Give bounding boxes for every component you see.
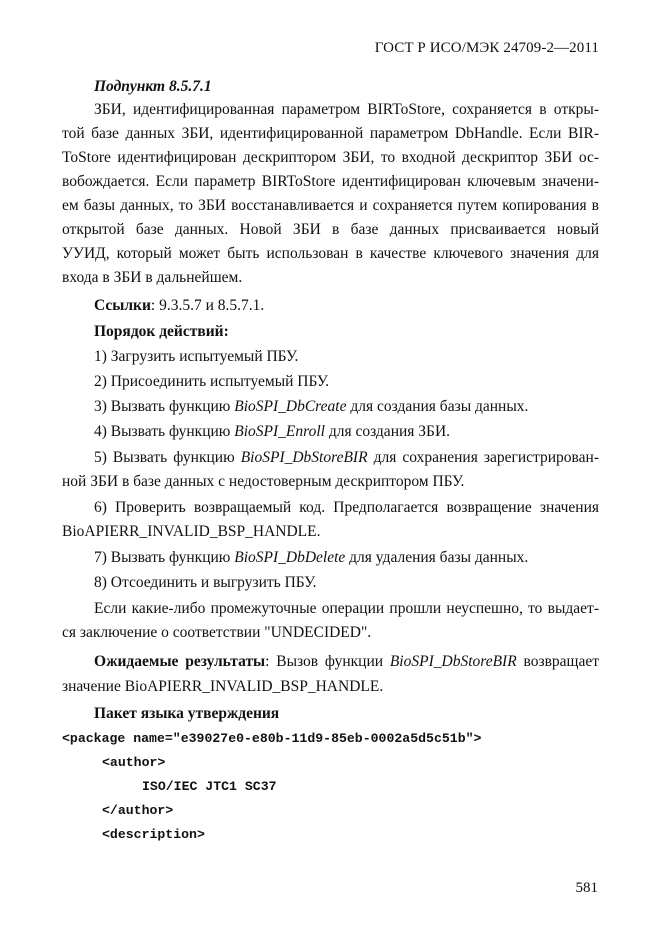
step-3: 3) Вызвать функцию BioSPI_DbCreate для создания базы данных. [94, 398, 529, 415]
references-label: Ссылки [94, 297, 151, 314]
subsection-heading [94, 75, 212, 99]
step-2: 2) Присоединить испытуемый ПБУ. [94, 373, 330, 390]
function-name: BioSPI_DbStoreBIR [389, 653, 517, 670]
fail-note-line-2: ся заключение о соответствии "UNDECIDED". [62, 624, 372, 641]
procedure-heading: Порядок действий: [94, 323, 229, 340]
function-name: BioSPI_DbDelete [234, 549, 346, 566]
document-header: ГОСТ Р ИСО/МЭК 24709-2—2011 [374, 40, 599, 56]
references: Ссылки: 9.3.5.7 и 8.5.7.1. [94, 297, 265, 314]
function-name: BioSPI_Enroll [234, 423, 325, 440]
step-5-line-2: ной ЗБИ в базе данных с недостоверным дескриптором ПБУ. [62, 473, 465, 490]
para1-line-3: ToStore идентифицирован дескриптором ЗБИ, то входной дескриптор ЗБИ ос- [62, 149, 599, 166]
expected-results-line-2: значение BioAPIERR_INVALID_BSP_HANDLE. [62, 678, 384, 695]
subsection-title: Подпункт 8.5.7.1 [94, 78, 212, 95]
function-name: BioSPI_DbStoreBIR [240, 449, 368, 466]
para1-line-7: УУИД, который может быть использован в качестве ключевого значения для [62, 245, 599, 262]
step-8: 8) Отсоединить и выгрузить ПБУ. [94, 574, 317, 591]
function-name: BioSPI_DbCreate [234, 398, 347, 415]
step-4: 4) Вызвать функцию BioSPI_Enroll для создания ЗБИ. [94, 423, 451, 440]
fail-note-line-1: Если какие-либо промежуточные операции прошли неуспешно, то выдает- [94, 600, 599, 617]
para1-line-8: входа в ЗБИ в дальнейшем. [62, 269, 243, 286]
param-dbhandle: DbHandle [454, 125, 519, 142]
para1-line-4: вобождается. Если параметр BIRToStore идентифицирован ключевым значени- [62, 173, 600, 190]
code-line-4: </author> [102, 803, 174, 818]
code-line-2: <author> [102, 755, 166, 770]
expected-results-label: Ожидаемые результаты [94, 653, 266, 670]
step-6-line-1: 6) Проверить возвращаемый код. Предполагается возвращение значения [94, 499, 599, 516]
package-heading: Пакет языка утверждения [94, 705, 280, 722]
step-7: 7) Вызвать функцию BioSPI_DbDelete для удаления базы данных. [94, 549, 529, 566]
code-line-1: <package name="e39027e0-e80b-11d9-85eb-0002a5d5c51b"> [62, 731, 482, 746]
para1-line-6: открытой базе данных. Новой ЗБИ в базе данных присваивается новый [62, 221, 599, 238]
step-5-line-1: 5) Вызвать функцию BioSPI_DbStoreBIR для сохранения зарегистрирован- [94, 449, 600, 466]
param-birtostore: BIRToStore [367, 101, 442, 118]
expected-results-line-1: Ожидаемые результаты: Вызов функции BioSPI_DbStoreBIR возвращает [94, 653, 599, 670]
step-6-line-2: BioAPIERR_INVALID_BSP_HANDLE. [62, 523, 321, 540]
step-1: 1) Загрузить испытуемый ПБУ. [94, 348, 299, 365]
para1-line-2: той базе данных ЗБИ, идентифицированной параметром DbHandle. Если BIR- [62, 125, 599, 142]
page-number: 581 [575, 880, 598, 896]
code-line-3: ISO/IEC JTC1 SC37 [142, 779, 277, 794]
code-line-5: <description> [102, 827, 205, 842]
para1-line-1: ЗБИ, идентифицированная параметром BIRToStore, сохраняется в откры- [94, 101, 599, 118]
para1-line-5: ем базы данных, то ЗБИ восстанавливается и сохраняется путем копирования в [62, 197, 599, 214]
